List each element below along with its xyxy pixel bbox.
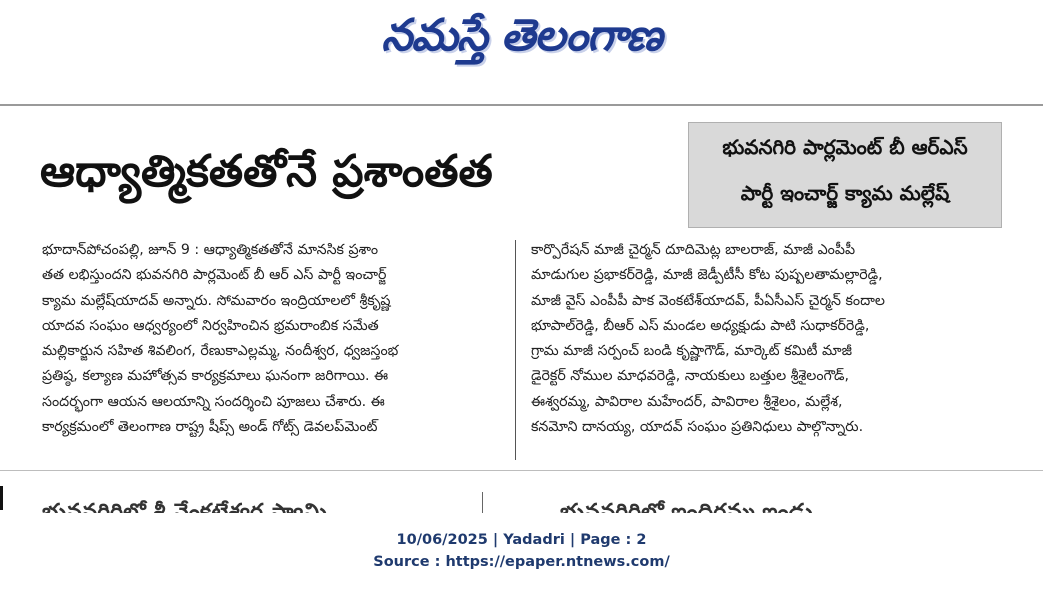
- body-text-line: కార్యక్రమంలో తెలంగాణ రాష్ట్ర షీప్స్ అండ్ గోట్స్ డెవలప్‌మెంట్: [42, 419, 378, 436]
- article-headline: ఆధ్యాత్మికతతోనే ప్రశాంతత: [40, 146, 493, 197]
- top-rule-divider: [0, 104, 1043, 106]
- body-text-line: కనమోని దానయ్య, యాదవ్ సంఘం ప్రతినిధులు పాల్గొన్నారు.: [531, 419, 864, 436]
- column-divider: [515, 240, 516, 460]
- subheadline-line: పార్టీ ఇంచార్జ్ క్యామ మల్లేష్: [740, 181, 950, 205]
- body-text-line: క్యామ మల్లేష్‌యాదవ్ అన్నారు. సోమవారం ఇంద్రియాలలో శ్రీకృష్ణ: [42, 292, 391, 309]
- edition-info: 10/06/2025 | Yadadri | Page : 2: [396, 532, 647, 548]
- source-link[interactable]: Source : https://epaper.ntnews.com/: [373, 554, 670, 570]
- body-text-line: కార్పొరేషన్ మాజీ చైర్మన్ దూదిమెట్ల బాలరాజ్, మాజీ ఎంపీపీ: [531, 242, 856, 258]
- body-text-line: తత లభిస్తుందని భువనగిరి పార్లమెంట్ బీ ఆర్ ఎస్ పార్టీ ఇంచార్జ్: [42, 267, 387, 284]
- body-text-line: సందర్భంగా ఆయన ఆలయాన్ని సందర్శించి పూజలు చేశారు. ఈ: [42, 393, 385, 410]
- body-text-line: ప్రతిష్ఠ, కల్యాణ మహోత్సవ కార్యక్రమాలు ఘనంగా జరిగాయి. ఈ: [42, 368, 389, 385]
- body-text-line: యాదవ సంఘం ఆధ్వర్యంలో నిర్వహించిన భ్రమరాంబిక సమేత: [42, 317, 379, 334]
- next-story-headline-fragment-right: [560, 503, 920, 513]
- article-body-right-column: [531, 238, 1001, 440]
- body-text-line: భూదాన్‌పోచంపల్లి, జూన్ 9 : ఆధ్యాత్మికతతోనే మానసిక ప్రశాం: [42, 242, 379, 258]
- body-text-line: మాడుగుల ప్రభాకర్‌రెడ్డి, మాజీ జెడ్పీటీసీ కోట పుష్పలతామల్లారెడ్డి,: [531, 267, 883, 284]
- bottom-rule-divider: [0, 470, 1043, 471]
- subheadline-line: భువనగిరి పార్లమెంట్ బీ ఆర్ఎస్: [722, 135, 968, 159]
- body-text-line: ఈశ్వరమ్మ, పావిరాల మహేందర్, పావిరాల శ్రీశైలం, మల్లేశ,: [531, 393, 843, 410]
- clipping-footer: [0, 513, 1043, 593]
- next-story-divider: [482, 492, 483, 513]
- body-text-line: గ్రామ మాజీ సర్పంచ్ బండి కృష్ణాగౌడ్, మార్కెట్ కమిటీ మాజీ: [531, 343, 852, 360]
- body-text-line: మల్లికార్జున సహిత శివలింగ, రేణుకాఎల్లమ్మ, నందీశ్వర, ధ్వజస్తంభ: [42, 343, 399, 360]
- masthead: [0, 0, 1043, 75]
- left-edge-mark: [0, 486, 3, 510]
- body-text-line: మాజీ వైస్ ఎంపీపీ పాక వెంకటేశ్‌యాదవ్, పీఏసీఎస్ చైర్మన్ కందాల: [531, 292, 885, 309]
- subheadline-box: [688, 122, 1002, 228]
- newspaper-logo: నమస్తే తెలంగాణ: [381, 10, 662, 61]
- next-story-headline-fragment-left: [42, 503, 462, 513]
- body-text-line: డైరెక్టర్ నోముల మాధవరెడ్డి, నాయకులు బత్తుల శ్రీశైలంగౌడ్,: [531, 368, 850, 385]
- body-text-line: భూపాల్‌రెడ్డి, బీఆర్ ఎస్ మండల అధ్యక్షుడు పాటి సుధాకర్‌రెడ్డి,: [531, 317, 870, 334]
- article-body-left-column: [42, 238, 504, 440]
